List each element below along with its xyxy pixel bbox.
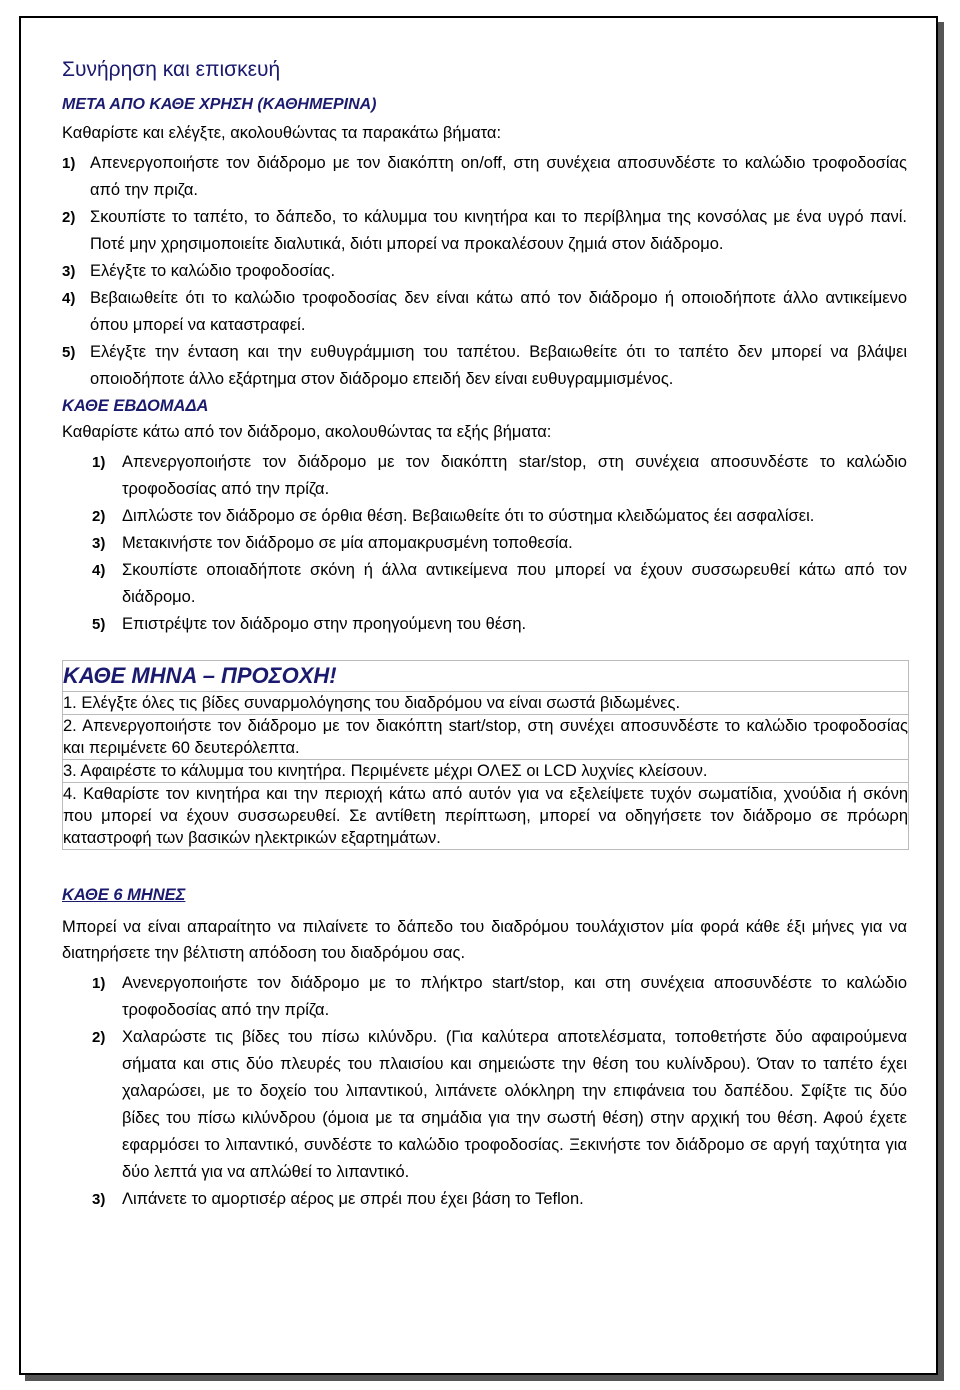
daily-heading: ΜΕΤΑ ΑΠΟ ΚΑΘΕ ΧΡΗΣΗ (ΚΑΘΗΜΕΡΙΝΑ) <box>62 96 377 113</box>
daily-steps <box>62 150 907 393</box>
six-months-intro: Μπορεί να είναι απαραίτητο να πιλαίνετε το δάπεδο του διαδρόμου τουλάχιστον μία φορά κάθε έξι μήνες για να διατηρήσετε την βέλτιστη απόδοση του διαδρόμου σας. <box>62 918 907 962</box>
list-item: 5) Ελέγξτε την ένταση και την ευθυγράμμιση του ταπέτου. Βεβαιωθείτε ότι το ταπέτο δεν μπορεί να βλάψει οποιοδήποτε άλλο εξάρτημα στον διάδρομο επειδή δεν είναι ευθυγραμμισμένος. <box>62 343 907 388</box>
list-item: 1) Ανενεργοποιήστε τον διάδρομο με το πλήκτρο start/stop, και στη συνέχεια αποσυνδέστε το καλώδιο τροφοδοσίας από την πρίζα. <box>92 974 907 1019</box>
monthly-heading: ΚΑΘΕ ΜΗΝΑ – ΠΡΟΣΟΧΗ! <box>63 661 908 692</box>
list-item: 2) Χαλαρώστε τις βίδες του πίσω κιλύνδρυ. (Για καλύτερα αποτελέσματα, τοποθετήστε δύο αφαιρούμενα σήματα και στις δύο πλευρές του πλαισίου και σημειώστε την θέση του κυλίνδρου). Όταν το ταπέτο έχει χαλαρώσει, με το δοχείο του λιπαντικού, λιπάνετε ολόκληρη την επιφάνεια του δαπέδου. Σφίξτε τις δύο βίδες του πίσω κιλύνδρου (όμοια με τα σημάδια για την σωστή θέση) στην αρχική του θέση. Αφού έχετε εφαρμόσει το λιπαντικό, συνδέστε το καλώδιο τροφοδοσίας. Ξεκινήστε τον διάδρομο σε αργή ταχύτητα για δύο λεπτά για να απλώθεί το λιπαντικό. <box>92 1028 907 1181</box>
six-months-heading: ΚΑΘΕ 6 ΜΗΝΕΣ <box>62 886 186 904</box>
table-row: 2. Απενεργοποιήστε τον διάδρομο με τον διακόπτη start/stop, στη συνέχει αποσυνδέστε το καλώδιο τροφοδοσίας και περιμένετε 60 δευτερόλεπτα. <box>63 715 908 760</box>
table-row: 1. Ελέγξτε όλες τις βίδες συναρμολόγησης του διαδρόμου να είναι σωστά βιδωμένες. <box>63 692 908 715</box>
list-item: 1) Απενεργοποιήστε τον διάδρομο με τον διακόπτη star/stop, στη συνέχεια αποσυνδέστε το καλώδιο τροφοδοσίας από την πρίζα. <box>92 453 907 498</box>
list-item: 4) Σκουπίστε οποιαδήποτε σκόνη ή άλλα αντικείμενα που μπορεί να έχουν συσσωρευθεί κάτω από τον διάδρομο. <box>92 561 907 606</box>
list-item: 3) Λιπάνετε το αμορτισέρ αέρος με σπρέι που έχει βάση το Teflon. <box>92 1190 584 1208</box>
six-months-section <box>62 882 907 1213</box>
weekly-steps <box>62 449 907 638</box>
monthly-table <box>62 660 909 850</box>
list-item: 5) Επιστρέψτε τον διάδρομο στην προηγούμενη του θέση. <box>92 615 527 633</box>
list-item: 1) Απενεργοποιήστε τον διάδρομο με τον διακόπτη on/off, στη συνέχεια αποσυνδέστε το καλώδιο τροφοδοσίας από την πριζα. <box>62 154 907 199</box>
daily-intro: Καθαρίστε και ελέγξτε, ακολουθώντας τα παρακάτω βήματα: <box>62 124 502 142</box>
list-item: 4) Βεβαιωθείτε ότι το καλώδιο τροφοδοσίας δεν είναι κάτω από τον διάδρομο ή οποιοδήποτε άλλο αντικείμενο όπου μπορεί να καταστραφεί. <box>62 289 907 334</box>
page-title: Συνήρηση και επισκευή <box>62 58 281 81</box>
list-item: 3) Ελέγξτε το καλώδιο τροφοδοσίας. <box>62 262 336 280</box>
table-row: 4. Καθαρίστε τον κινητήρα και την περιοχή κάτω από αυτόν για να εξελείψετε τυχόν σωματίδια, χνούδια ή σκόνη που μπορεί να έχουν συσσωρευθεί. Σε αντίθετη περίπτωση, μπορεί να οδηγήσετε τον διάδρομο σε πρόωρη καταστροφή των βασικών ηλεκτρικών εξαρτημάτων. <box>63 785 908 847</box>
list-item: 3) Μετακινήστε τον διάδρομο σε μία απομακρυσμένη τοποθεσία. <box>92 534 573 552</box>
document-content <box>62 58 907 1213</box>
weekly-heading: ΚΑΘΕ ΕΒΔΟΜΑΔΑ <box>62 397 209 415</box>
list-item: 2) Διπλώστε τον διάδρομο σε όρθια θέση. Βεβαιωθείτε ότι το σύστημα κλειδώματος έει ασφαλίσει. <box>92 507 815 525</box>
list-item: 2) Σκουπίστε το ταπέτο, το δάπεδο, το κάλυμμα του κινητήρα και το περίβλημα της κονσόλας με ένα υγρό πανί. Ποτέ μην χρησιμοποιείτε διαλυτικά, διότι μπορεί να προκαλέσουν ζημιά στον διάδρομο. <box>62 208 907 253</box>
weekly-intro: Καθαρίστε κάτω από τον διάδρομο, ακολουθώντας τα εξής βήματα: <box>62 423 552 441</box>
six-months-steps <box>62 970 907 1213</box>
table-row: 3. Αφαιρέστε το κάλυμμα του κινητήρα. Περιμένετε μέχρι ΟΛΕΣ οι LCD λυχνίες κλείσουν. <box>63 760 908 783</box>
